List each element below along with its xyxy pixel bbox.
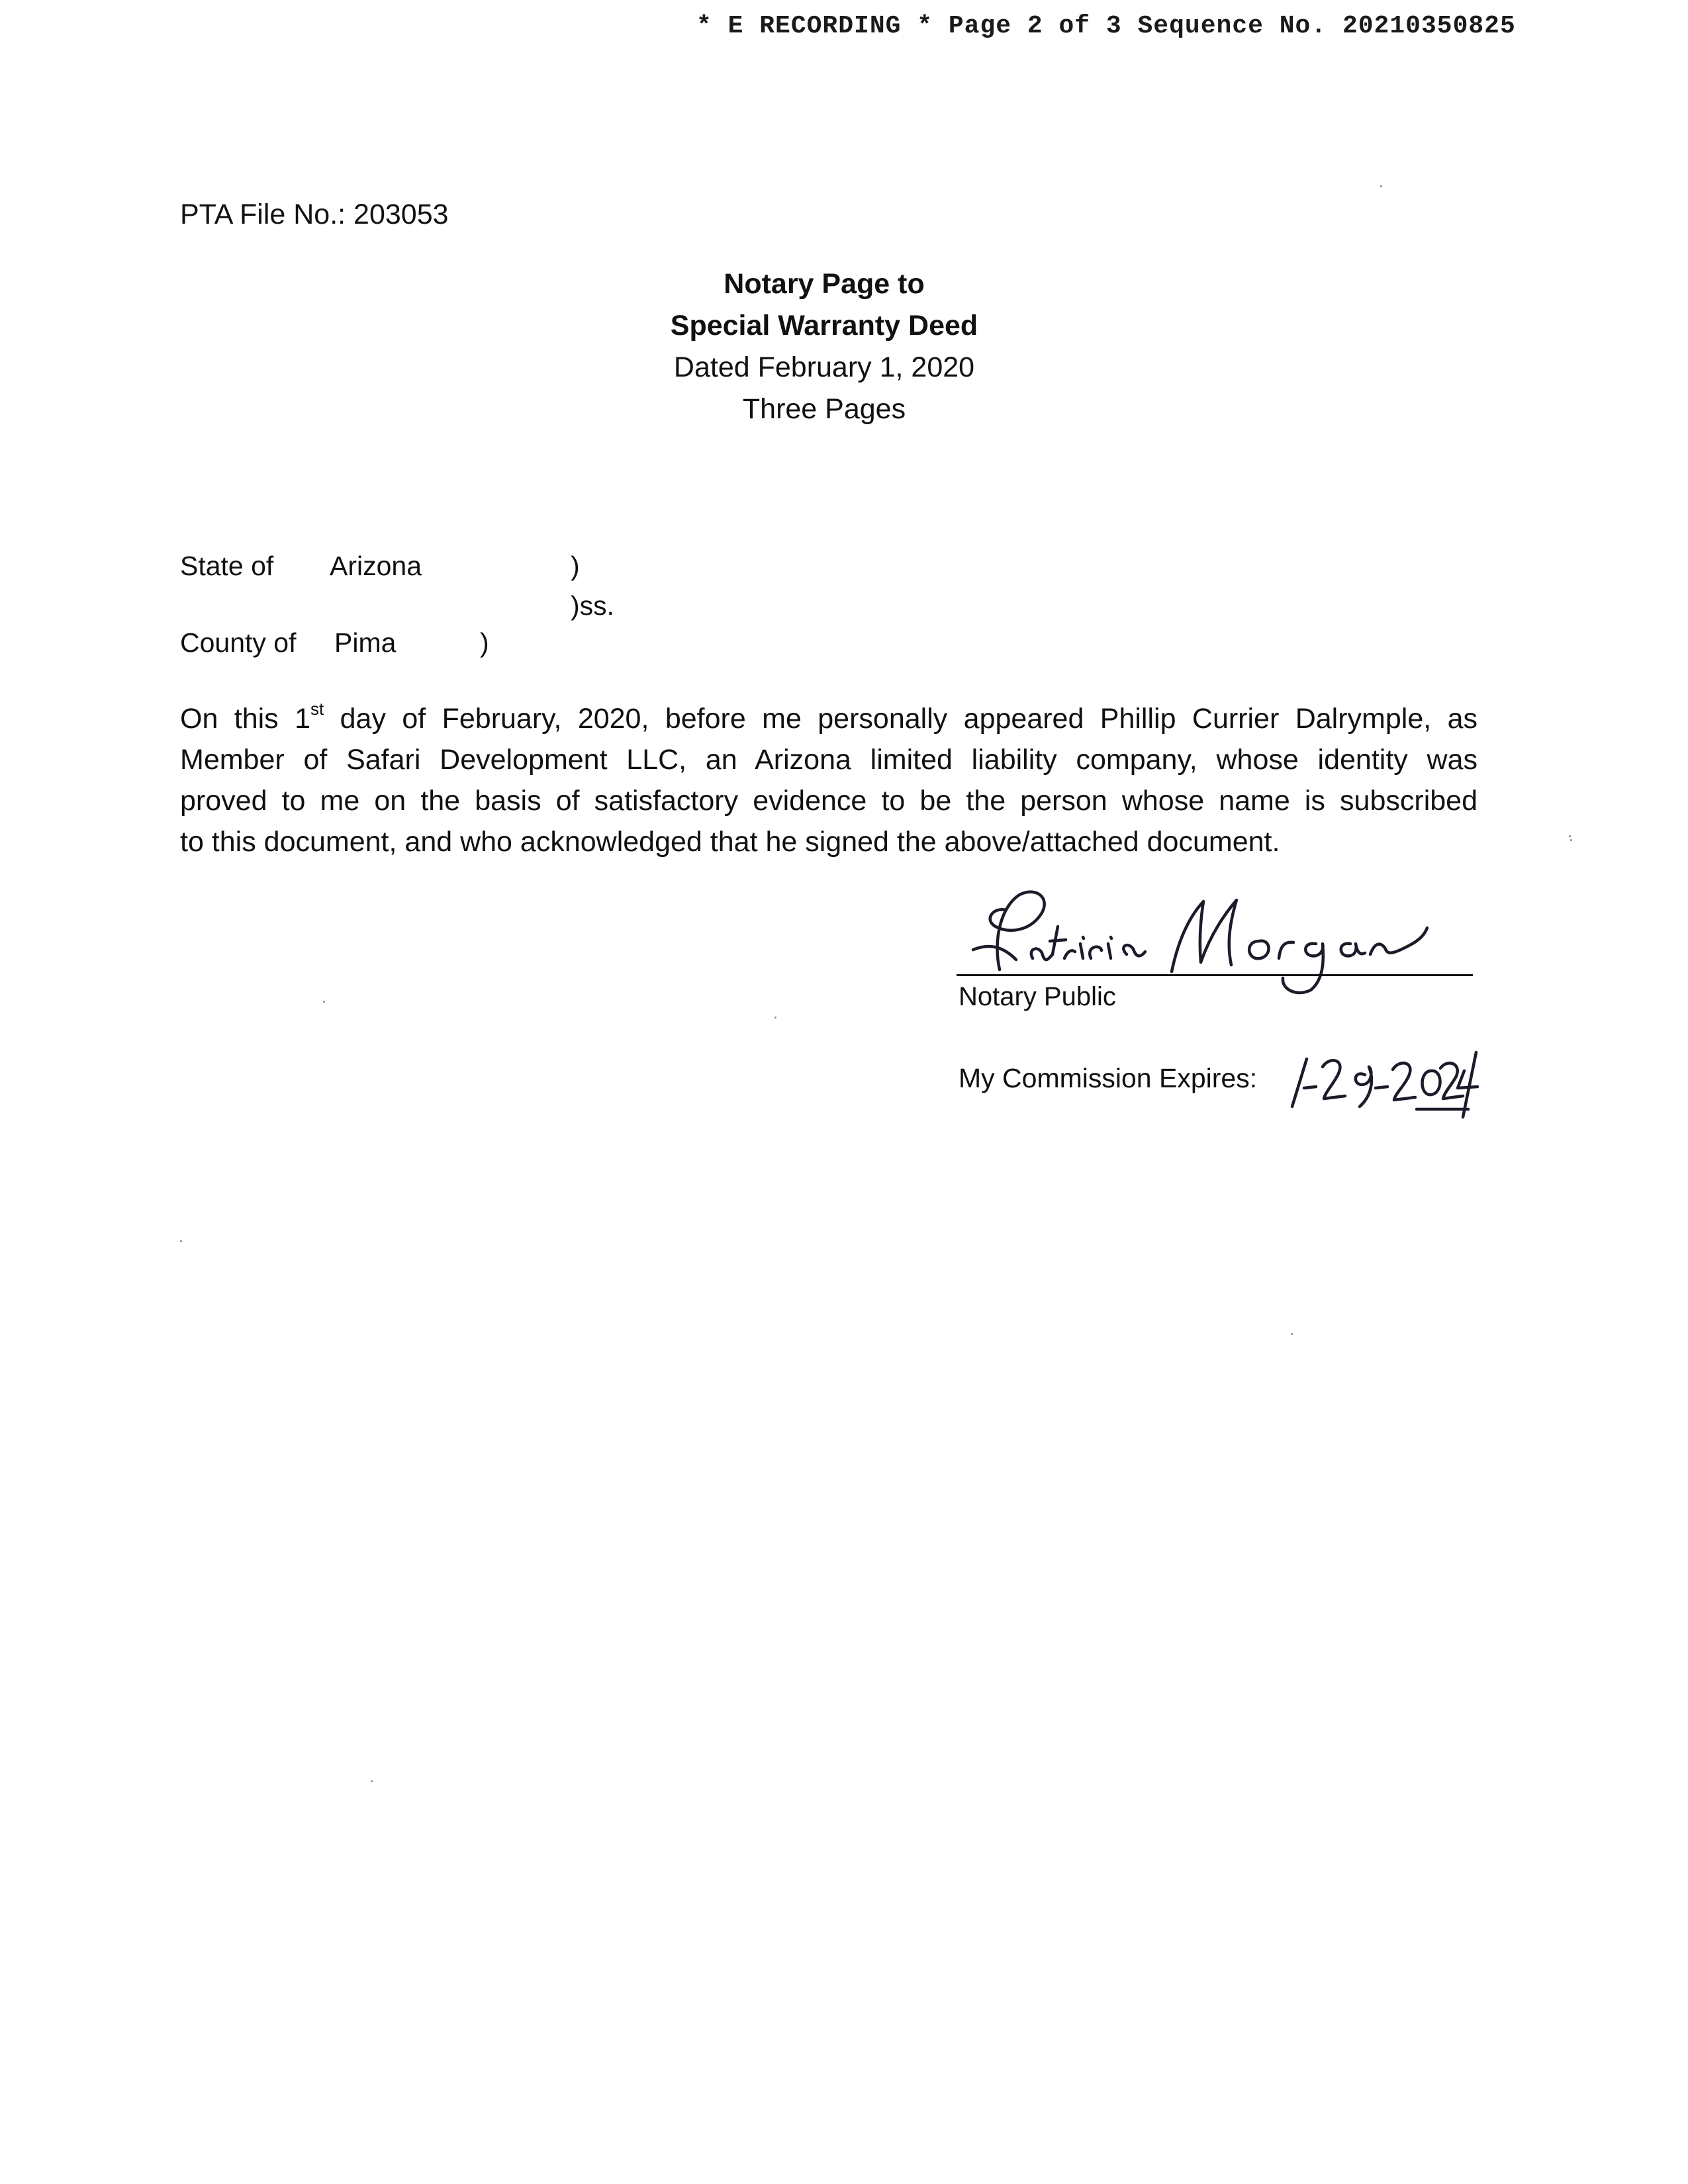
signature-line bbox=[957, 974, 1473, 976]
venue-paren-state: ) bbox=[571, 551, 580, 581]
document-title-block bbox=[0, 263, 1648, 430]
county-label: County of bbox=[180, 627, 297, 658]
scan-speck bbox=[774, 1017, 776, 1019]
scan-speck bbox=[1291, 1333, 1293, 1335]
acknowledgment-line: proved to me on the basis of satisfactory evidence to be the person whose name is subscribed bbox=[180, 785, 1477, 817]
venue-ss: )ss. bbox=[571, 590, 615, 621]
commission-expires-label: My Commission Expires: bbox=[959, 1063, 1258, 1093]
scan-speck bbox=[371, 1780, 373, 1782]
ordinal-suffix: st bbox=[310, 699, 324, 719]
title-page-count: Three Pages bbox=[742, 393, 906, 425]
scan-speck bbox=[1380, 185, 1382, 187]
venue-paren-county: ) bbox=[480, 627, 489, 658]
acknowledgment-line: Member of Safari Development LLC, an Arizona limited liability company, whose identity was bbox=[180, 744, 1477, 776]
acknowledgment-text: day of February, 2020, before me personally appeared Phillip Currier Dalrymple, as bbox=[324, 703, 1477, 735]
title-line-2: Special Warranty Deed bbox=[670, 310, 978, 341]
scan-speck bbox=[1570, 839, 1572, 841]
acknowledgment-text: On this 1 bbox=[180, 703, 310, 735]
file-number: PTA File No.: 203053 bbox=[180, 199, 449, 230]
acknowledgment-line: to this document, and who acknowledged that he signed the above/attached document. bbox=[180, 826, 1280, 858]
acknowledgment-paragraph bbox=[180, 698, 1477, 862]
recording-header: * E RECORDING * Page 2 of 3 Sequence No. 20210350825 bbox=[696, 12, 1516, 40]
state-label: State of bbox=[180, 551, 274, 581]
scan-speck bbox=[180, 1240, 182, 1242]
state-value: Arizona bbox=[330, 551, 422, 581]
title-line-1: Notary Page to bbox=[724, 268, 925, 300]
notary-public-label: Notary Public bbox=[959, 982, 1116, 1011]
title-date: Dated February 1, 2020 bbox=[673, 351, 975, 383]
commission-date-handwritten bbox=[1284, 1032, 1483, 1118]
notary-signature bbox=[953, 880, 1430, 999]
county-value: Pima bbox=[334, 627, 397, 658]
scan-speck bbox=[323, 1001, 325, 1003]
scan-speck bbox=[1569, 835, 1571, 837]
acknowledgment-line bbox=[180, 698, 1477, 739]
